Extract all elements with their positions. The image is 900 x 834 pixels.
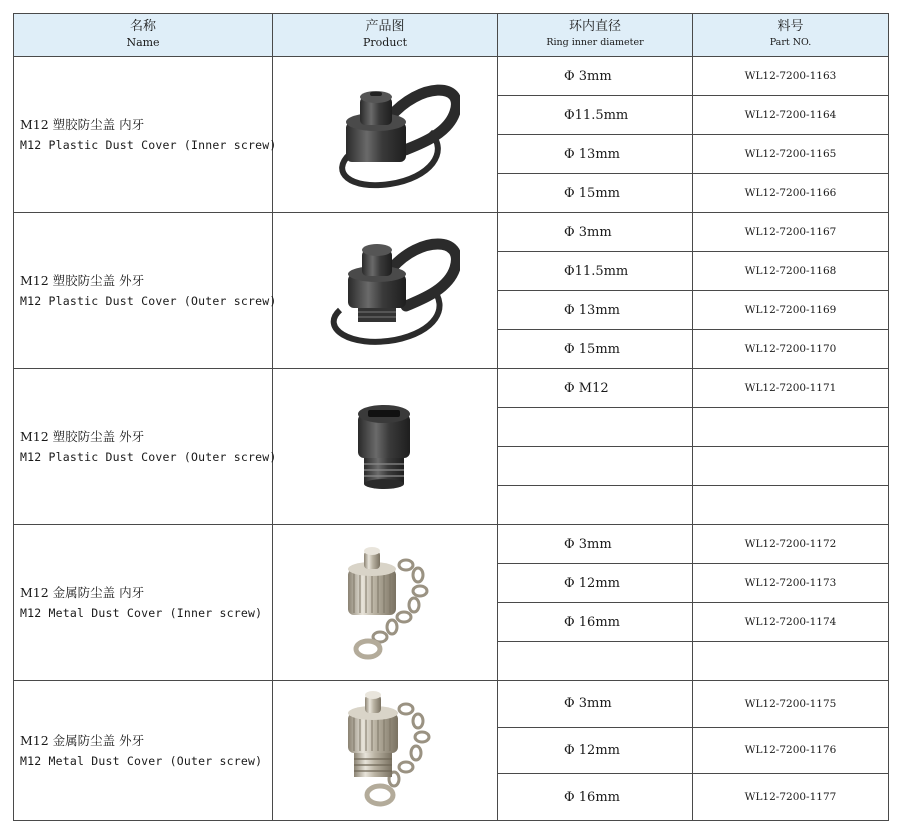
table-row — [14, 57, 889, 96]
product-name-cell — [14, 681, 273, 821]
part-number-cell — [693, 408, 889, 447]
part-number-cell: WL12-7200-1164 — [693, 96, 889, 135]
product-name-en: M12 Plastic Dust Cover (Outer screw) — [20, 293, 277, 308]
header-diameter-en: Ring inner diameter — [546, 37, 644, 49]
part-number-cell: WL12-7200-1174 — [693, 603, 889, 642]
product-image-cell — [273, 681, 498, 821]
diameter-cell: Φ 16mm — [498, 603, 693, 642]
part-number-cell: WL12-7200-1169 — [693, 291, 889, 330]
diameter-cell: Φ M12 — [498, 369, 693, 408]
diameter-cell — [498, 447, 693, 486]
part-number-cell: WL12-7200-1168 — [693, 252, 889, 291]
header-name — [14, 14, 273, 57]
black-plastic-dust-cover-icon — [310, 72, 460, 197]
part-number-cell: WL12-7200-1176 — [693, 727, 889, 774]
product-name-en: M12 Plastic Dust Cover (Outer screw) — [20, 449, 277, 464]
product-name-cell — [14, 213, 277, 369]
product-name-cell — [14, 57, 277, 213]
product-name-cell — [14, 369, 277, 525]
part-number-cell: WL12-7200-1165 — [693, 135, 889, 174]
diameter-cell: Φ 3mm — [498, 57, 693, 96]
diameter-cell: Φ 15mm — [498, 330, 693, 369]
product-name-en: M12 Plastic Dust Cover (Inner screw) — [20, 137, 277, 152]
product-name-en: M12 Metal Dust Cover (Inner screw) — [20, 605, 263, 620]
product-name-cn: M12 塑胶防尘盖 内牙 — [20, 116, 145, 132]
product-name-cn: M12 塑胶防尘盖 外牙 — [20, 428, 145, 444]
part-number-cell: WL12-7200-1167 — [693, 213, 889, 252]
part-number-cell: WL12-7200-1177 — [693, 774, 889, 821]
product-image-cell — [273, 525, 498, 681]
product-image-cell — [273, 369, 498, 525]
product-table — [13, 13, 889, 821]
part-number-cell: WL12-7200-1171 — [693, 369, 889, 408]
table-row — [14, 681, 889, 728]
part-number-cell — [693, 642, 889, 681]
product-name-cn: M12 金属防尘盖 内牙 — [20, 584, 145, 600]
part-number-cell: WL12-7200-1170 — [693, 330, 889, 369]
product-image-cell — [273, 57, 498, 213]
metal-dust-cover-chain-icon — [310, 535, 460, 670]
part-number-cell: WL12-7200-1175 — [693, 681, 889, 728]
table-row — [14, 525, 889, 564]
header-part — [693, 14, 889, 57]
part-number-cell: WL12-7200-1166 — [693, 174, 889, 213]
header-row — [14, 14, 889, 57]
part-number-cell: WL12-7200-1173 — [693, 564, 889, 603]
header-name-cn: 名称 — [129, 19, 156, 35]
diameter-cell: Φ 16mm — [498, 774, 693, 821]
diameter-cell: Φ 12mm — [498, 727, 693, 774]
diameter-cell: Φ11.5mm — [498, 96, 693, 135]
part-number-cell: WL12-7200-1163 — [693, 57, 889, 96]
diameter-cell — [498, 486, 693, 525]
metal-dust-cover-chain-outer-icon — [310, 683, 460, 818]
black-plastic-dust-cover-outer-icon — [310, 228, 460, 353]
product-image-cell — [273, 213, 498, 369]
header-part-en: Part NO. — [769, 37, 812, 49]
diameter-cell — [498, 408, 693, 447]
diameter-cell: Φ11.5mm — [498, 252, 693, 291]
header-product-en: Product — [363, 36, 407, 50]
diameter-cell: Φ 15mm — [498, 174, 693, 213]
header-diameter-cn: 环内直径 — [568, 19, 621, 35]
header-part-cn: 料号 — [777, 19, 804, 35]
table-row — [14, 369, 889, 408]
diameter-cell: Φ 3mm — [498, 525, 693, 564]
part-number-cell — [693, 486, 889, 525]
product-name-cn: M12 塑胶防尘盖 外牙 — [20, 272, 145, 288]
black-plastic-screw-plug-icon — [310, 384, 460, 509]
header-name-en: Name — [126, 36, 160, 50]
diameter-cell: Φ 13mm — [498, 135, 693, 174]
part-number-cell — [693, 447, 889, 486]
diameter-cell: Φ 13mm — [498, 291, 693, 330]
diameter-cell: Φ 3mm — [498, 213, 693, 252]
diameter-cell — [498, 642, 693, 681]
product-name-cn: M12 金属防尘盖 外牙 — [20, 732, 145, 748]
table-row — [14, 213, 889, 252]
diameter-cell: Φ 3mm — [498, 681, 693, 728]
header-diameter — [498, 14, 693, 57]
diameter-cell: Φ 12mm — [498, 564, 693, 603]
header-product — [273, 14, 498, 57]
part-number-cell: WL12-7200-1172 — [693, 525, 889, 564]
product-name-cell — [14, 525, 273, 681]
product-name-en: M12 Metal Dust Cover (Outer screw) — [20, 753, 263, 768]
header-product-cn: 产品图 — [365, 19, 405, 35]
